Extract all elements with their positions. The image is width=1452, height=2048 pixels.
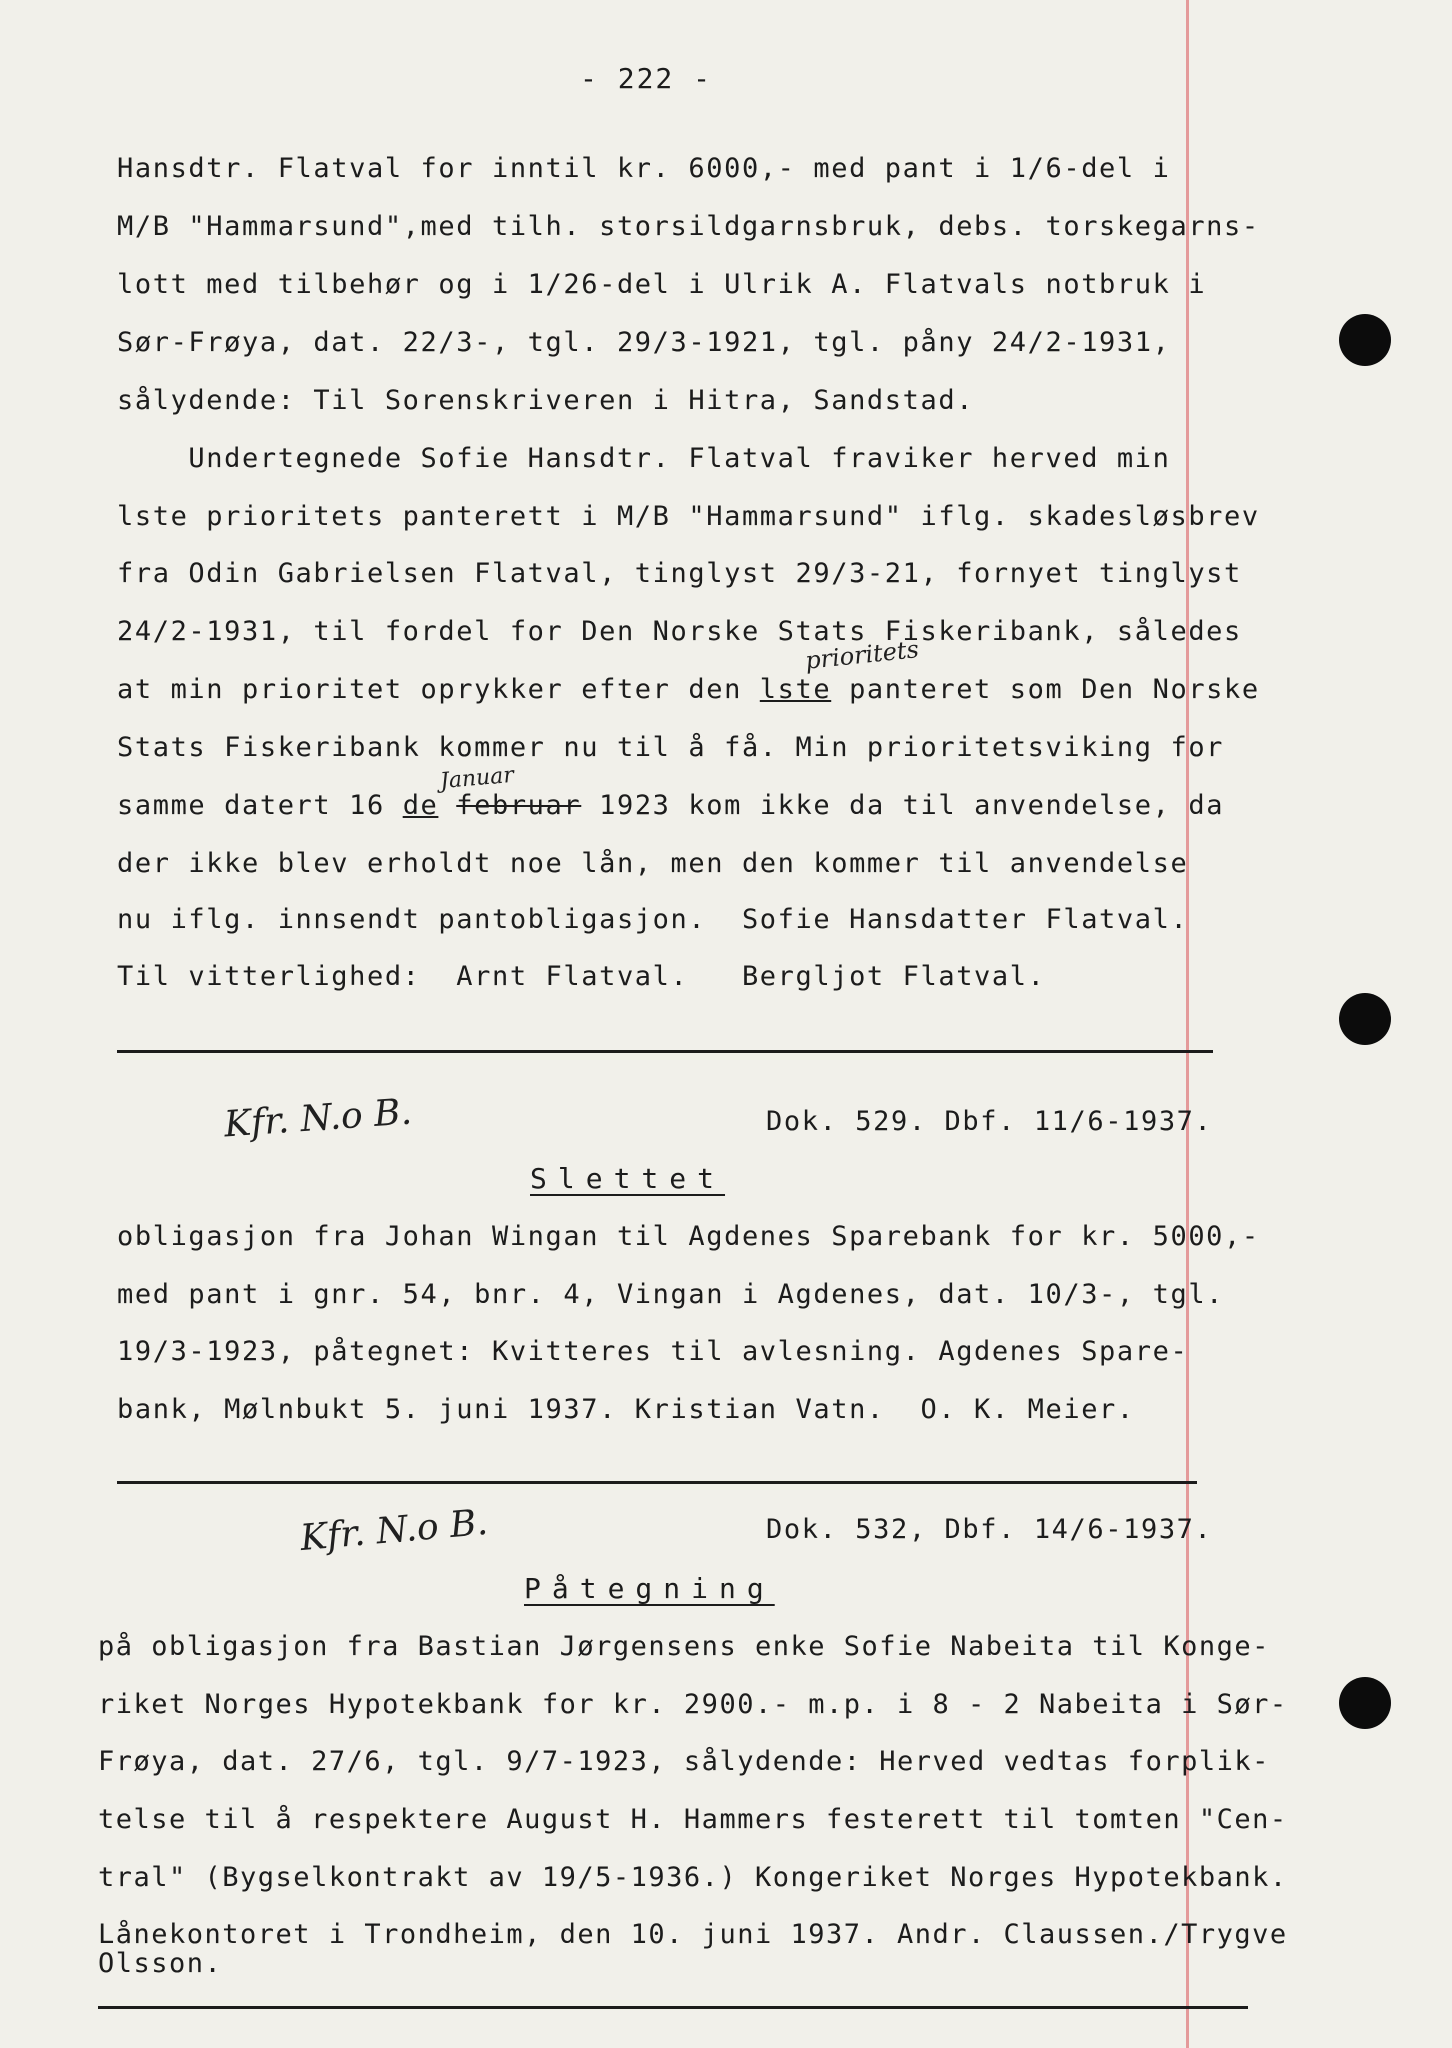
text-line: Undertegnede Sofie Hansdtr. Flatval fraviker herved min <box>117 443 1171 474</box>
document-reference: Dok. 532, Dbf. 14/6-1937. <box>766 1514 1213 1545</box>
text-line: at min prioritet oprykker efter den lste panteret som Den Norske <box>117 674 1260 705</box>
punch-hole <box>1339 1677 1391 1729</box>
section-heading: Påtegning <box>524 1572 775 1605</box>
text-line: der ikke blev erholdt noe lån, men den kommer til anvendelse <box>117 848 1189 879</box>
text-line: på obligasjon fra Bastian Jørgensens enke Sofie Nabeita til Konge- <box>98 1631 1270 1662</box>
page-number: - 222 - <box>580 62 713 95</box>
section-divider <box>117 1481 1197 1484</box>
punch-hole <box>1339 314 1391 366</box>
text-line: telse til å respektere August H. Hammers festerett til tomten "Cen- <box>98 1804 1288 1835</box>
handwritten-correction: Januar <box>439 762 515 795</box>
text-line: obligasjon fra Johan Wingan til Agdenes Sparebank for kr. 5000,- <box>117 1221 1260 1252</box>
text-line: Til vitterlighed: Arnt Flatval. Bergljot Flatval. <box>117 961 1046 992</box>
text-line: tral" (Bygselkontrakt av 19/5-1936.) Kongeriket Norges Hypotekbank. <box>98 1862 1288 1893</box>
document-reference: Dok. 529. Dbf. 11/6-1937. <box>766 1106 1213 1137</box>
margin-line <box>1186 0 1189 2048</box>
handwritten-initials: Kfr. N.o B. <box>298 1501 490 1560</box>
text-line: lste prioritets panterett i M/B "Hammarsund" iflg. skadesløsbrev <box>117 501 1260 532</box>
text-line: lott med tilbehør og i 1/26-del i Ulrik A. Flatvals notbruk i <box>117 269 1207 300</box>
text-line: Lånekontoret i Trondheim, den 10. juni 1937. Andr. Claussen./Trygve <box>98 1919 1288 1950</box>
text-line: M/B "Hammarsund",med tilh. storsildgarnsbruk, debs. torskegarns- <box>117 211 1260 242</box>
text-line: Hansdtr. Flatval for inntil kr. 6000,- med pant i 1/6-del i <box>117 153 1171 184</box>
text-line: bank, Mølnbukt 5. juni 1937. Kristian Vatn. O. K. Meier. <box>117 1394 1135 1425</box>
text-line: samme datert 16 de februar 1923 kom ikke da til anvendelse, da <box>117 790 1225 821</box>
punch-hole <box>1339 993 1391 1045</box>
handwritten-initials: Kfr. N.o B. <box>222 1091 414 1146</box>
section-divider <box>117 1050 1213 1053</box>
text-line: Olsson. <box>98 1948 223 1979</box>
text-line: nu iflg. innsendt pantobligasjon. Sofie Hansdatter Flatval. <box>117 904 1189 935</box>
text-line: Stats Fiskeribank kommer nu til å få. Min prioritetsviking for <box>117 732 1225 763</box>
text-line: riket Norges Hypotekbank for kr. 2900.- m.p. i 8 - 2 Nabeita i Sør- <box>98 1689 1288 1720</box>
text-line: 24/2-1931, til fordel for Den Norske Stats Fiskeribank, således <box>117 616 1242 647</box>
text-line: Sør-Frøya, dat. 22/3-, tgl. 29/3-1921, tgl. påny 24/2-1931, <box>117 327 1171 358</box>
section-divider <box>98 2006 1248 2009</box>
text-line: med pant i gnr. 54, bnr. 4, Vingan i Agdenes, dat. 10/3-, tgl. <box>117 1279 1225 1310</box>
section-heading: Slettet <box>530 1162 726 1195</box>
text-line: fra Odin Gabrielsen Flatval, tinglyst 29/3-21, fornyet tinglyst <box>117 558 1242 589</box>
text-line: sålydende: Til Sorenskriveren i Hitra, Sandstad. <box>117 385 975 416</box>
text-line: Frøya, dat. 27/6, tgl. 9/7-1923, sålydende: Herved vedtas forplik- <box>98 1746 1270 1777</box>
handwritten-insertion: prioritets <box>803 635 921 675</box>
text-line: 19/3-1923, påtegnet: Kvitteres til avlesning. Agdenes Spare- <box>117 1336 1189 1367</box>
